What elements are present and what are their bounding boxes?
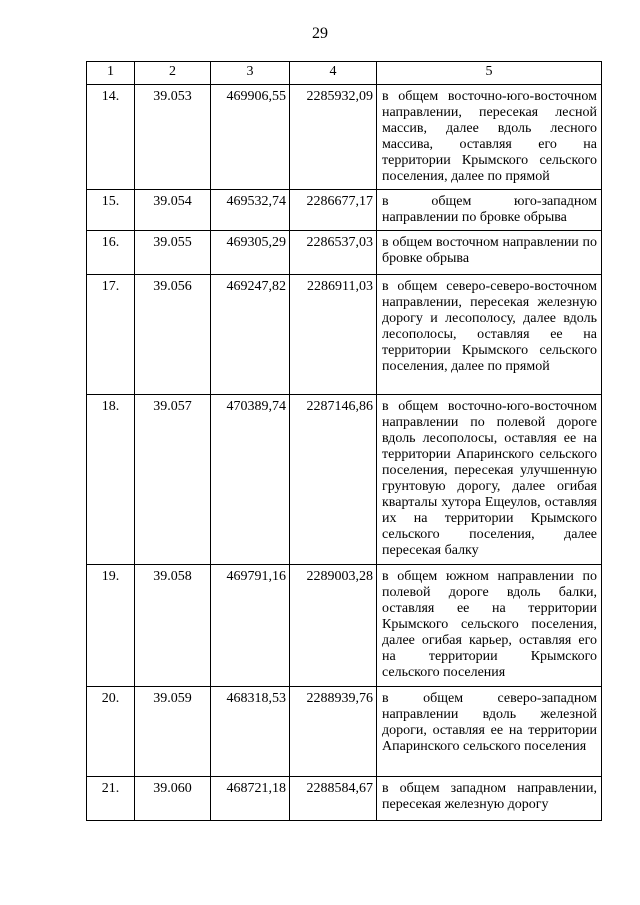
- row-number: 18.: [87, 395, 135, 565]
- coordinate-y: 2289003,28: [290, 565, 377, 687]
- direction-description: в общем юго-западном направлении по бровке обрыва: [377, 190, 602, 231]
- row-number: 20.: [87, 687, 135, 777]
- coordinate-y: 2288584,67: [290, 777, 377, 821]
- point-code: 39.053: [135, 85, 211, 190]
- table-row: [87, 190, 602, 231]
- direction-description: в общем восточно-юго-восточном направлении, пересекая лесной массив, далее вдоль лесного массива, оставляя его на территории Крымского сельского поселения, далее по прямой: [377, 85, 602, 190]
- direction-description: в общем восточном направлении по бровке обрыва: [377, 231, 602, 275]
- direction-description: в общем южном направлении по полевой дороге вдоль балки, оставляя ее на территории Крымского сельского поселения, далее огибая карьер, оставляя его на территории Крымского сельского поселения: [377, 565, 602, 687]
- coordinate-y: 2286677,17: [290, 190, 377, 231]
- coordinate-x: 470389,74: [211, 395, 290, 565]
- coordinate-x: 469791,16: [211, 565, 290, 687]
- direction-description: в общем северо-западном направлении вдоль железной дороги, оставляя ее на территории Апаринского сельского поселения: [377, 687, 602, 777]
- point-code: 39.058: [135, 565, 211, 687]
- coordinate-x: 469906,55: [211, 85, 290, 190]
- point-code: 39.055: [135, 231, 211, 275]
- coordinate-x: 469247,82: [211, 275, 290, 395]
- coordinate-y: 2286911,03: [290, 275, 377, 395]
- table-row: [87, 687, 602, 777]
- column-header: 5: [377, 62, 602, 85]
- row-number: 17.: [87, 275, 135, 395]
- row-number: 16.: [87, 231, 135, 275]
- row-number: 15.: [87, 190, 135, 231]
- direction-description: в общем западном направлении, пересекая железную дорогу: [377, 777, 602, 821]
- page-number: 29: [312, 25, 328, 42]
- table-row: [87, 565, 602, 687]
- coordinate-x: 469305,29: [211, 231, 290, 275]
- table-row: [87, 231, 602, 275]
- coordinate-x: 468721,18: [211, 777, 290, 821]
- point-code: 39.056: [135, 275, 211, 395]
- column-header: 2: [135, 62, 211, 85]
- coordinate-x: 468318,53: [211, 687, 290, 777]
- table-row: [87, 777, 602, 821]
- point-code: 39.054: [135, 190, 211, 231]
- direction-description: в общем северо-северо-восточном направлении, пересекая железную дорогу и лесополосу, далее вдоль лесополосы, оставляя ее на территории Крымского сельского поселения, далее по прямой: [377, 275, 602, 395]
- row-number: 19.: [87, 565, 135, 687]
- coordinate-y: 2286537,03: [290, 231, 377, 275]
- table-header-row: [87, 62, 602, 85]
- row-number: 21.: [87, 777, 135, 821]
- row-number: 14.: [87, 85, 135, 190]
- table-row: [87, 85, 602, 190]
- table-row: [87, 275, 602, 395]
- boundary-table: [86, 61, 602, 821]
- point-code: 39.060: [135, 777, 211, 821]
- coordinate-x: 469532,74: [211, 190, 290, 231]
- point-code: 39.059: [135, 687, 211, 777]
- column-header: 3: [211, 62, 290, 85]
- direction-description: в общем восточно-юго-восточном направлении по полевой дороге вдоль лесополосы, оставляя ее на территории Апаринского сельского поселения, пересекая улучшенную грунтовую дорогу, далее огибая кварталы хутора Ещеулов, оставляя их на территории Крымского сельского поселения, далее пересекая балку: [377, 395, 602, 565]
- point-code: 39.057: [135, 395, 211, 565]
- coordinate-y: 2288939,76: [290, 687, 377, 777]
- coordinate-y: 2285932,09: [290, 85, 377, 190]
- coordinate-y: 2287146,86: [290, 395, 377, 565]
- table-row: [87, 395, 602, 565]
- column-header: 1: [87, 62, 135, 85]
- column-header: 4: [290, 62, 377, 85]
